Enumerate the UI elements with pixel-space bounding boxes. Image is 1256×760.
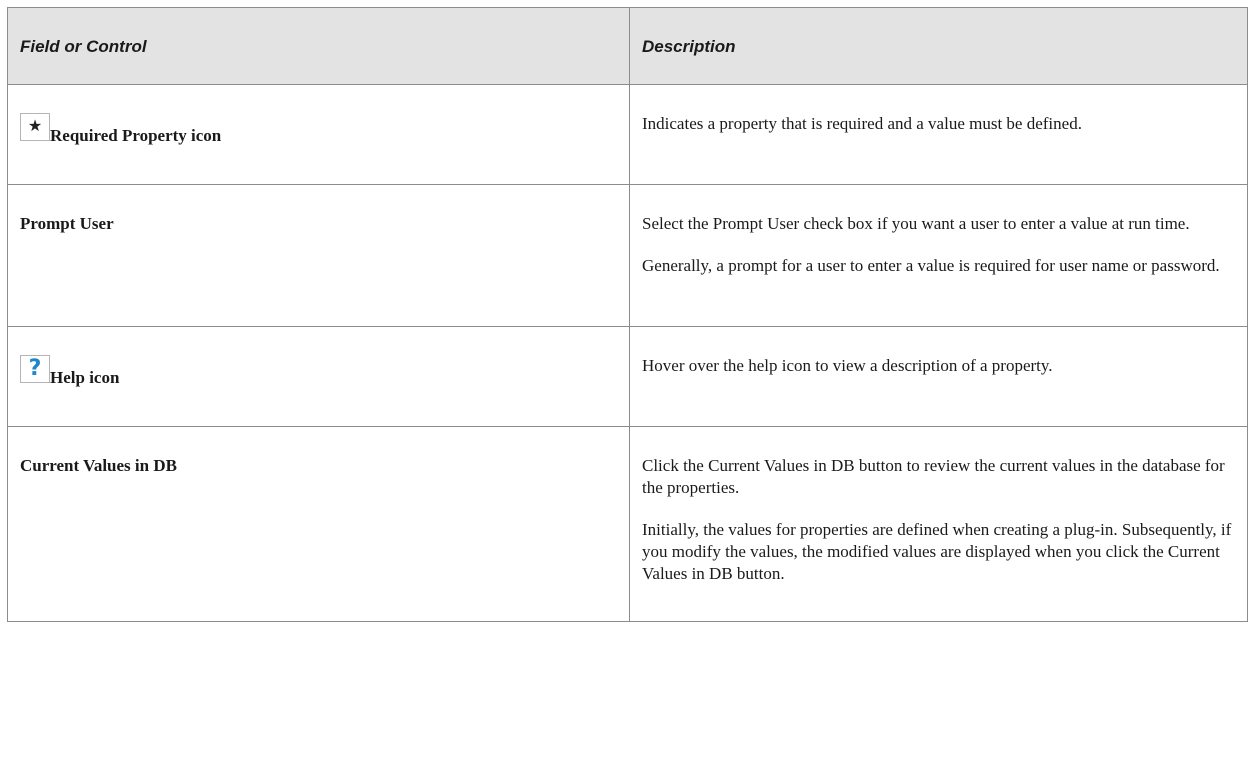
description-text: Select the Prompt User check box if you want a user to enter a value at run time.: [642, 214, 1190, 233]
table-row: [8, 185, 1248, 327]
description-cell: [630, 85, 1248, 185]
table-row: [8, 427, 1248, 622]
table-row: [8, 327, 1248, 427]
field-label: Required Property icon: [50, 126, 222, 145]
header-description: [630, 8, 1248, 85]
header-field-label: Field or Control: [20, 37, 147, 56]
field-label: Current Values in DB: [20, 456, 177, 475]
field-label: Prompt User: [20, 214, 114, 233]
field-cell: [8, 327, 630, 427]
description-cell: [630, 185, 1248, 327]
table-header-row: [8, 8, 1248, 85]
description-text: Click the Current Values in DB button to review the current values in the database for the properties.: [642, 456, 1225, 497]
field-label: Help icon: [50, 368, 120, 387]
header-description-label: Description: [642, 37, 736, 56]
description-cell: [630, 327, 1248, 427]
description-text: Hover over the help icon to view a description of a property.: [642, 356, 1053, 375]
field-description-table: [7, 7, 1248, 622]
field-cell: [8, 185, 630, 327]
field-cell: [8, 85, 630, 185]
description-text: Initially, the values for properties are defined when creating a plug-in. Subsequently, if you modify the values, the modified values are displayed when you click the Current Values in DB button.: [642, 520, 1232, 583]
header-field-or-control: [8, 8, 630, 85]
table-row: [8, 85, 1248, 185]
description-cell: [630, 427, 1248, 622]
description-text: Indicates a property that is required and a value must be defined.: [642, 114, 1082, 133]
description-text: Generally, a prompt for a user to enter a value is required for user name or password.: [642, 256, 1220, 275]
help-icon: ?: [20, 355, 50, 383]
field-cell: [8, 427, 630, 622]
star-icon: ★: [20, 113, 50, 141]
